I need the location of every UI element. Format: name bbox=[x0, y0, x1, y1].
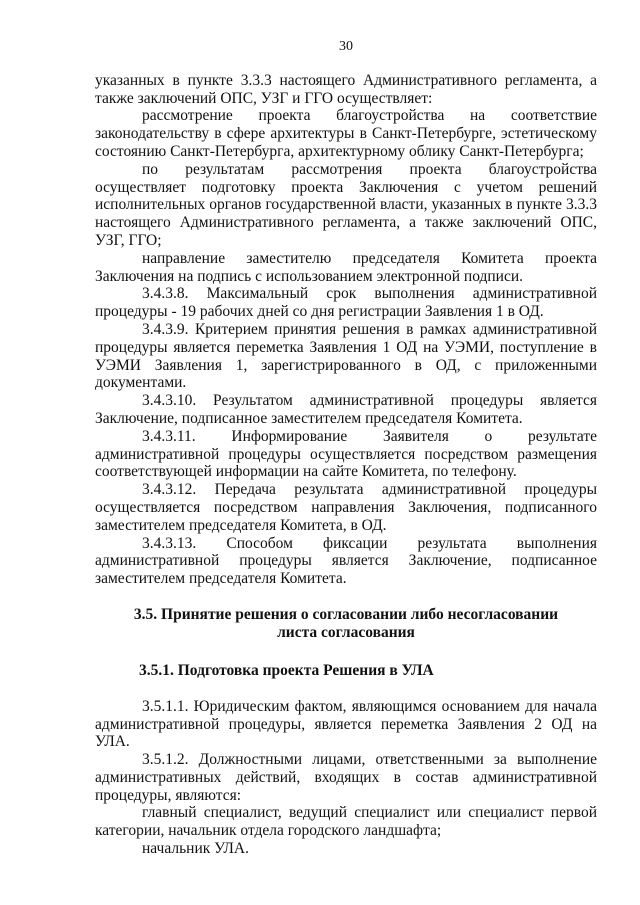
paragraph: 3.4.3.13. Способом фиксации результата выполнения административной процедуры является Заключение, подписанное заместителем председателя Комитета. bbox=[95, 534, 597, 588]
paragraph: начальник УЛА. bbox=[142, 840, 249, 858]
paragraph: направление заместителю председателя Комитета проекта Заключения на подпись с использованием электронной подписи. bbox=[95, 249, 597, 285]
paragraph: указанных в пункте 3.3.3 настоящего Административного регламента, а также заключений ОПС, УЗГ и ГГО осуществляет: bbox=[95, 71, 597, 107]
paragraph: 3.4.3.9. Критерием принятия решения в рамках административной процедуры является переметка Заявления 1 ОД на УЭМИ, поступление в УЭМИ Заявления 1, зарегистрированного в ОД, с приложенными документами. bbox=[95, 320, 597, 392]
paragraph: 3.4.3.11. Информирование Заявителя о результате административной процедуры осуществляется посредством размещения соответствующей информации на сайте Комитета, по телефону. bbox=[95, 427, 597, 481]
paragraph: 3.5.1.2. Должностными лицами, ответственными за выполнение административных действий, входящих в состав административной процедуры, являются: bbox=[95, 751, 597, 804]
section-heading-line: листа согласования bbox=[277, 623, 415, 641]
section-heading bbox=[95, 606, 597, 642]
paragraph: 3.4.3.8. Максимальный срок выполнения административной процедуры - 19 рабочих дней со дня регистрации Заявления 1 в ОД. bbox=[95, 285, 597, 321]
page-number: 30 bbox=[339, 39, 353, 54]
paragraph: главный специалист, ведущий специалист или специалист первой категории, начальник отдела городского ландшафта; bbox=[95, 804, 597, 840]
paragraph: рассмотрение проекта благоустройства на соответствие законодательству в сфере архитектуры в Санкт-Петербурге, эстетическому состоянию Санкт-Петербурга, архитектурному облику Санкт-Петербурга; bbox=[95, 107, 597, 160]
paragraph: 3.4.3.10. Результатом административной процедуры является Заключение, подписанное заместителем председателя Комитета. bbox=[95, 392, 597, 427]
paragraph: по результатам рассмотрения проекта благоустройства осуществляет подготовку проекта Заключения с учетом решений исполнительных органов государственной власти, указанных в пункте 3.3.3 настоящего Административного регламента, а также заключений ОПС, УЗГ, ГГО; bbox=[95, 160, 597, 249]
section-heading-line: 3.5. Принятие решения о согласовании либо несогласовании bbox=[133, 605, 559, 623]
subsection-heading: 3.5.1. Подготовка проекта Решения в УЛА bbox=[139, 661, 434, 679]
paragraph: 3.4.3.12. Передача результата административной процедуры осуществляется посредством направления Заключения, подписанного заместителем председателя Комитета, в ОД. bbox=[95, 481, 597, 534]
paragraph: 3.5.1.1. Юридическим фактом, являющимся основанием для начала административной процедуры, является переметка Заявления 2 ОД на УЛА. bbox=[95, 697, 597, 751]
document-page bbox=[95, 38, 597, 858]
